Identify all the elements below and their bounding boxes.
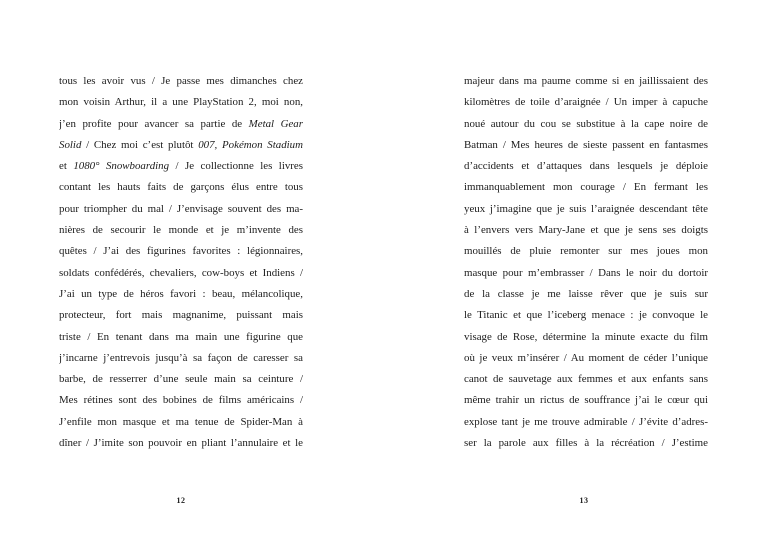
- text-line: triste / En tenant dans ma main une figurine que: [59, 330, 303, 343]
- text-line: pour triompher du mal / J’envisage souvent des ma-: [59, 202, 303, 215]
- text-line: ser la parole aux filles à la récréation / J’estime: [464, 437, 708, 450]
- text-line: [59, 156, 303, 177]
- italic-title: 1080° Snowboarding: [73, 160, 170, 173]
- italic-title: Solid: [59, 138, 82, 151]
- text-line: protecteur, fort mais magnanime, puissant mais: [59, 309, 303, 322]
- page-number: 12: [176, 496, 186, 505]
- left-page: [0, 0, 382, 538]
- text-line: contant les hauts faits de garçons élus entre tous: [59, 181, 303, 194]
- text-line: yeux j’imagine que je suis l’araignée descendant tête: [464, 202, 708, 215]
- text-line: à l’envers vers Mary-Jane et que je sens ses doigts: [464, 224, 708, 237]
- text-line: dîner / J’imite son pouvoir en pliant l’annulaire et le: [59, 437, 303, 450]
- text-line: majeur dans ma paume comme si en jaillissaient des: [464, 75, 708, 87]
- text-line: visage de Rose, détermine la minute exacte du film: [464, 330, 708, 343]
- text-line: explose tant je me trouve admirable / J’évite d’adres-: [464, 415, 708, 428]
- text-line: même trahir un rictus de souffrance j’ai le cœur qui: [464, 394, 708, 407]
- text-line: d’accidents et d’attaques dans lesquels je déploie: [464, 160, 708, 173]
- right-page: [383, 0, 765, 538]
- italic-title: 007, Pokémon Stadium: [198, 138, 303, 151]
- text-line: où je veux m’insérer / Au moment de céder l’unique: [464, 351, 708, 364]
- text-line: Batman / Mes heures de sieste passent en fantasmes: [464, 138, 708, 151]
- text-line: quêtes / J’ai des figurines favorites : légionnaires,: [59, 245, 303, 258]
- text-segment: / Je collectionne les livres: [169, 160, 303, 173]
- text-line: j’incarne j’entrevois jusqu’à sa façon de caresser sa: [59, 351, 303, 364]
- italic-title: Metal Gear: [248, 117, 303, 130]
- text-line: Mes rétines sont des bobines de films américains /: [59, 394, 303, 407]
- text-line: mouillés de pluie remonter sur mes joues mon: [464, 245, 708, 258]
- text-segment: / Chez moi c’est plutôt: [81, 138, 194, 151]
- text-line: [59, 135, 303, 156]
- text-line: de la classe je me laisse rêver que je suis sur: [464, 287, 708, 300]
- text-line: canot de sauvetage aux femmes et aux enfants sans: [464, 373, 708, 386]
- text-line: noué autour du cou se substitue à la cape noire de: [464, 117, 708, 130]
- text-segment: et: [59, 160, 67, 173]
- text-line: le Titanic et que l’iceberg menace : je convoque le: [464, 309, 708, 322]
- text-line: kilomètres de toile d’araignée / Un imper à capuche: [464, 96, 708, 109]
- text-line: [59, 114, 303, 135]
- text-line: barbe, de resserrer d’une seule main sa ceinture /: [59, 373, 303, 386]
- text-line: immanquablement mon courage / En fermant les: [464, 181, 708, 194]
- left-text-block: [59, 71, 303, 454]
- text-line: masque pour m’embrasser / Dans le noir du dortoir: [464, 266, 708, 279]
- text-line: nières de secourir le monde et je m’invente des: [59, 224, 303, 237]
- page-number: 13: [579, 496, 589, 505]
- text-line: tous les avoir vus / Je passe mes dimanches chez: [59, 75, 303, 87]
- text-line: soldats confédérés, chevaliers, cow-boys et Indiens /: [59, 266, 303, 279]
- text-line: J’enfile mon masque et ma tenue de Spider-Man à: [59, 415, 303, 428]
- right-text-block: [464, 71, 708, 454]
- text-line: mon voisin Arthur, il a une PlayStation 2, moi non,: [59, 96, 303, 109]
- text-segment: j’en profite pour avancer sa partie de: [59, 117, 243, 130]
- text-line: J’ai un type de héros favori : beau, mélancolique,: [59, 287, 303, 300]
